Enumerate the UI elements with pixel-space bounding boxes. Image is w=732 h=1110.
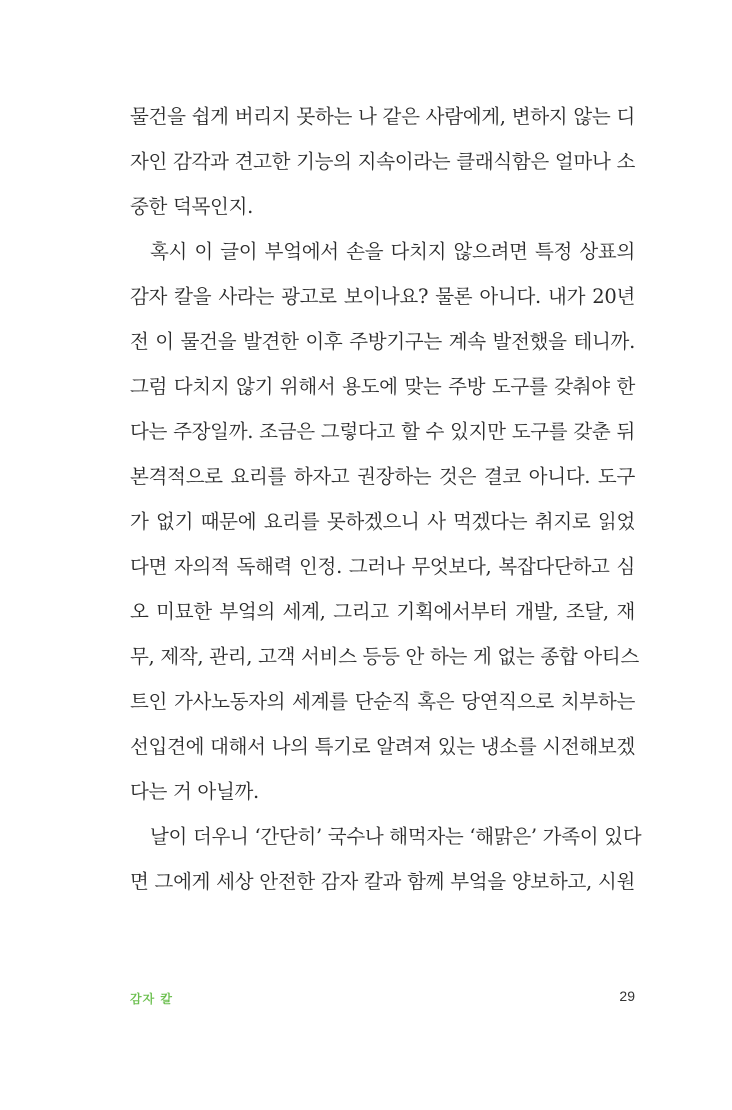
text-line: 자인 감각과 견고한 기능의 지속이라는 클래식함은 얼마나 소: [130, 150, 635, 173]
text-line: 선입견에 대해서 나의 특기로 알려져 있는 냉소를 시전해보겠: [130, 735, 635, 758]
text-line: 감자 칼을 사라는 광고로 보이나요? 물론 아니다. 내가 20년: [130, 285, 635, 308]
text-line: 중한 덕목인지.: [130, 195, 254, 218]
text-line: 물건을 쉽게 버리지 못하는 나 같은 사람에게, 변하지 않는 디: [130, 105, 635, 128]
text-line: 트인 가사노동자의 세계를 단순직 혹은 당연직으로 치부하는: [130, 690, 635, 713]
text-line-paragraph-start: 혹시 이 글이 부엌에서 손을 다치지 않으려면 특정 상표의: [150, 240, 635, 263]
text-line: 오 미묘한 부엌의 세계, 그리고 기획에서부터 개발, 조달, 재: [130, 600, 635, 623]
text-line: 무, 제작, 관리, 고객 서비스 등등 안 하는 게 없는 종합 아티스: [130, 645, 639, 668]
running-footer-title: 감자 칼: [130, 992, 173, 1006]
text-line: 면 그에게 세상 안전한 감자 칼과 함께 부엌을 양보하고, 시원: [130, 870, 635, 893]
text-line: 본격적으로 요리를 하자고 권장하는 것은 결코 아니다. 도구: [130, 465, 635, 488]
text-line: 전 이 물건을 발견한 이후 주방기구는 계속 발전했을 테니까.: [130, 330, 635, 353]
text-line: 다는 거 아닐까.: [130, 780, 259, 803]
text-line-paragraph-start: 날이 더우니 ‘간단히’ 국수나 해먹자는 ‘해맑은’ 가족이 있다: [150, 825, 642, 848]
text-line: 그럼 다치지 않기 위해서 용도에 맞는 주방 도구를 갖춰야 한: [130, 375, 635, 398]
text-line: 다면 자의적 독해력 인정. 그러나 무엇보다, 복잡다단하고 심: [130, 555, 635, 578]
text-line: 가 없기 때문에 요리를 못하겠으니 사 먹겠다는 취지로 읽었: [130, 510, 635, 533]
text-line: 다는 주장일까. 조금은 그렇다고 할 수 있지만 도구를 갖춘 뒤: [130, 420, 635, 443]
page-number: 29: [619, 988, 635, 1004]
